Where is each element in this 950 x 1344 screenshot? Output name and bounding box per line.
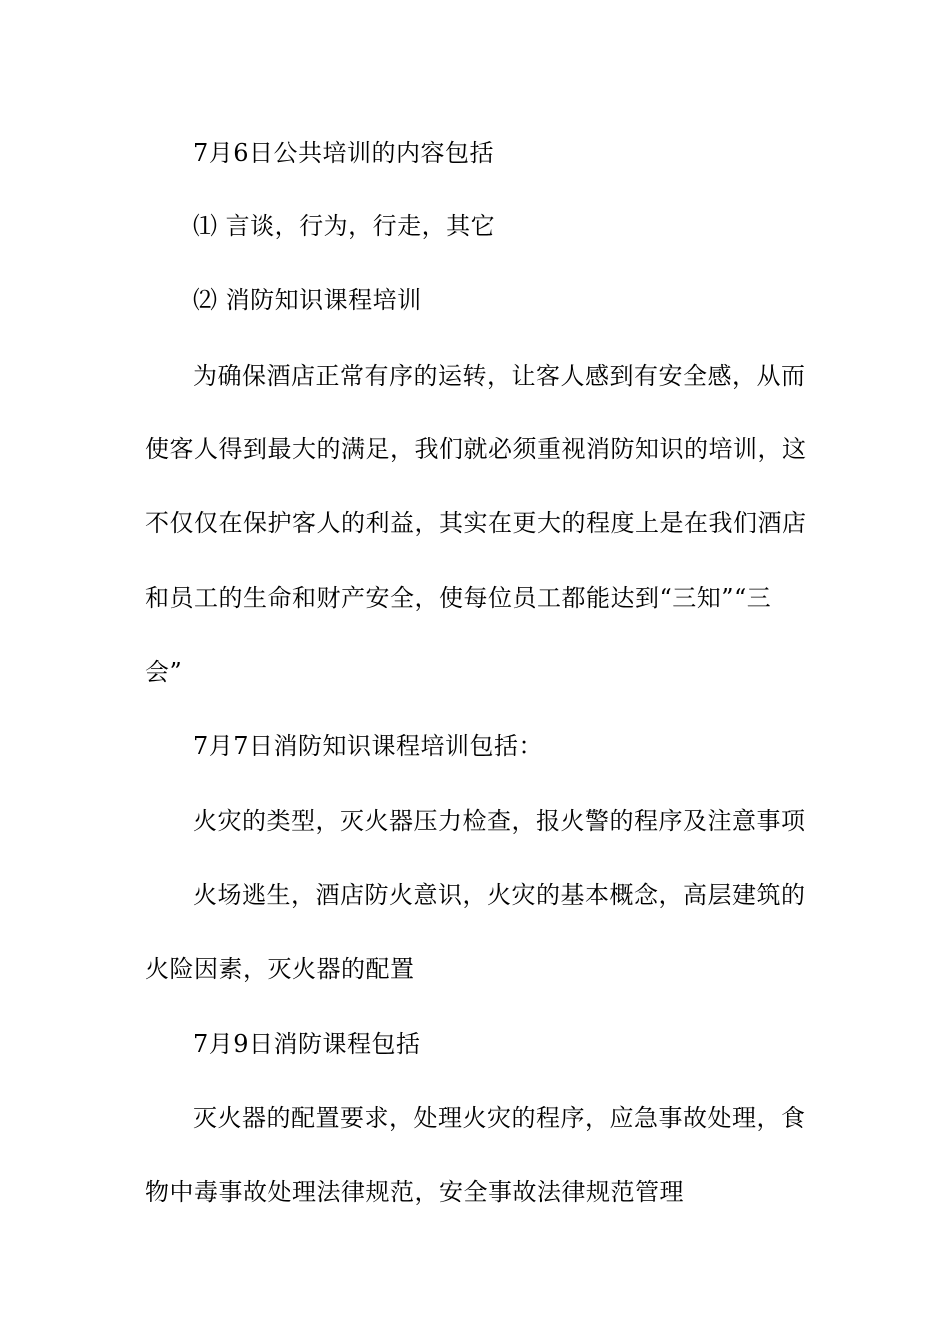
paragraph-line: 火灾的类型，灭火器压力检查，报火警的程序及注意事项 — [193, 807, 806, 835]
paragraph-line: 和员工的生命和财产安全，使每位员工都能达到“三知”“三 — [145, 584, 772, 612]
paragraph-line: 火险因素，灭火器的配置 — [145, 955, 415, 983]
paragraph-line: 物中毒事故处理法律规范，安全事故法律规范管理 — [145, 1178, 684, 1206]
heading-july-9-training: 7月9日消防课程包括 — [193, 1030, 421, 1058]
list-item-2: ⑵ 消防知识课程培训 — [193, 286, 422, 314]
paragraph-line: 会” — [145, 658, 183, 686]
list-item-1: ⑴ 言谈，行为，行走，其它 — [193, 212, 496, 240]
heading-july-6-training: 7月6日公共培训的内容包括 — [193, 139, 495, 167]
paragraph-line: 火场逃生，酒店防火意识，火灾的基本概念，高层建筑的 — [193, 881, 806, 909]
paragraph-line: 使客人得到最大的满足，我们就必须重视消防知识的培训，这 — [145, 435, 807, 463]
paragraph-line: 不仅仅在保护客人的利益，其实在更大的程度上是在我们酒店 — [145, 509, 807, 537]
paragraph-line: 为确保酒店正常有序的运转，让客人感到有安全感，从而 — [193, 362, 806, 390]
heading-july-7-training: 7月7日消防知识课程培训包括： — [193, 732, 544, 760]
paragraph-line: 灭火器的配置要求，处理火灾的程序，应急事故处理，食 — [193, 1104, 806, 1132]
